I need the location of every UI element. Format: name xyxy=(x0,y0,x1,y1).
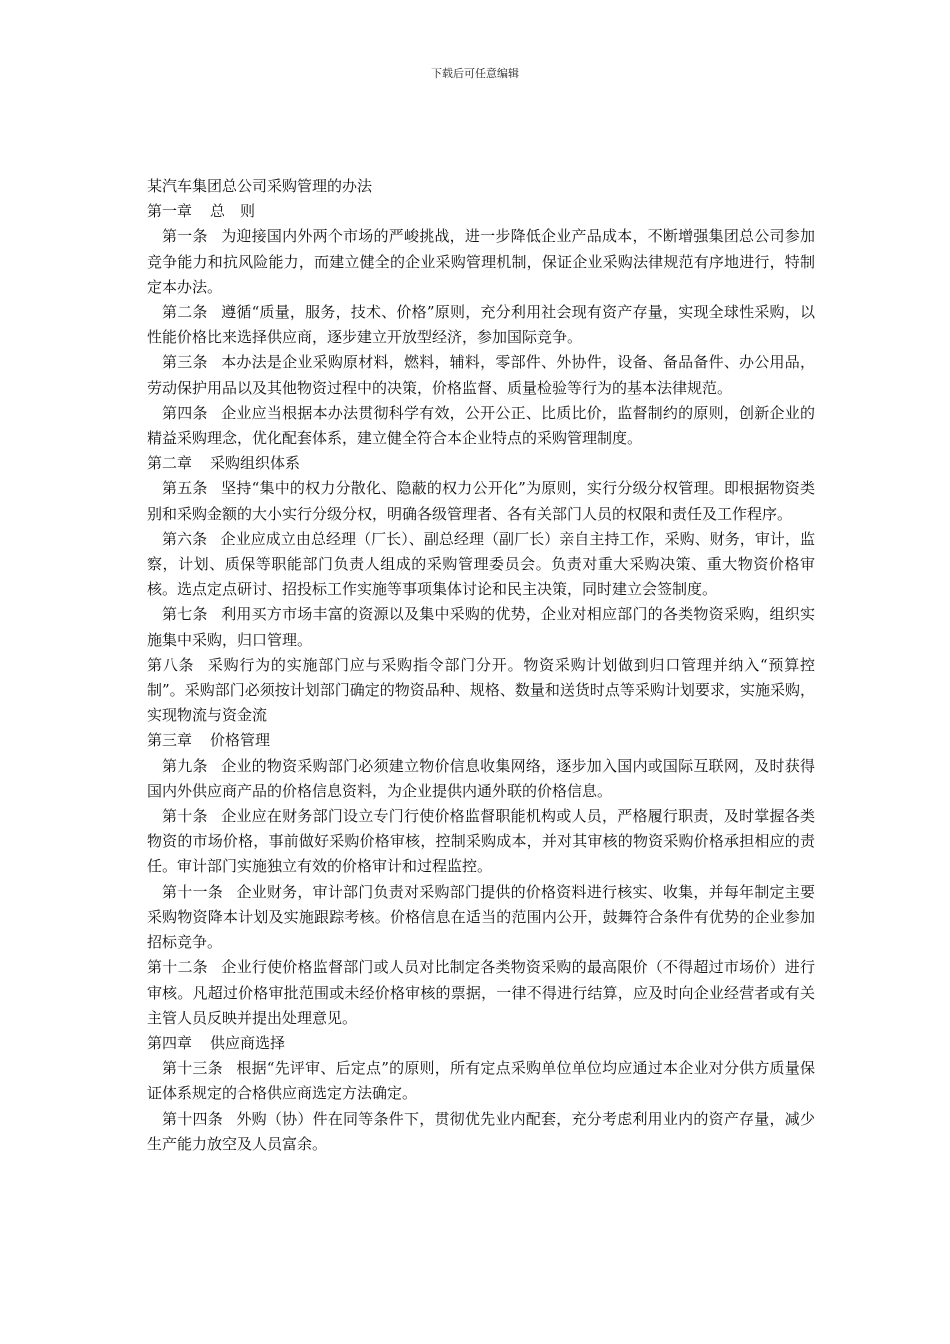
article-number: 第十三条 xyxy=(162,1059,223,1078)
article-11 xyxy=(147,880,815,956)
article-13 xyxy=(147,1056,815,1106)
article-3 xyxy=(147,350,815,400)
article-number: 第六条 xyxy=(162,529,208,548)
article-number: 第四条 xyxy=(162,403,208,422)
article-6 xyxy=(147,527,815,603)
chapter-3-heading xyxy=(147,728,815,753)
article-4 xyxy=(147,401,815,451)
article-number: 第五条 xyxy=(162,479,208,498)
article-number: 第十条 xyxy=(162,807,208,826)
article-number: 第七条 xyxy=(162,605,208,624)
article-2 xyxy=(147,300,815,350)
chapter-1-heading xyxy=(147,199,815,224)
article-5 xyxy=(147,476,815,526)
chapter-title: 总 则 xyxy=(210,202,256,221)
page-header-note: 下载后可任意编辑 xyxy=(431,67,519,80)
article-text: 利用买方市场丰富的资源以及集中采购的优势，企业对相应部门的各类物资采购，组织实施集中采购，归口管理。 xyxy=(147,605,815,649)
article-12 xyxy=(147,955,815,1031)
article-number: 第九条 xyxy=(162,756,208,775)
article-text: 采购行为的实施部门应与采购指令部门分开。物资采购计划做到归口管理并纳入“预算控制”。采购部门必须按计划部门确定的物资品种、规格、数量和送货时点等采购计划要求，实施采购，实现物流与资金流 xyxy=(147,655,815,725)
article-text: 企业应成立由总经理（厂长）、副总经理（副厂长）亲自主持工作，采购、财务，审计，监察，计划、质保等职能部门负责人组成的采购管理委员会。负责对重大采购决策、重大物资价格审核。选点定点研讨、招投标工作实施等事项集体讨论和民主决策，同时建立会签制度。 xyxy=(147,529,815,599)
article-number: 第一条 xyxy=(162,227,208,246)
article-text: 企业应在财务部门设立专门行使价格监督职能机构或人员，严格履行职责，及时掌握各类物资的市场价格，事前做好采购价格审核，控制采购成本，并对其审核的物资采购价格承担相应的责任。审计部门实施独立有效的价格审计和过程监控。 xyxy=(147,807,815,876)
chapter-4-heading xyxy=(147,1031,815,1056)
article-9 xyxy=(147,754,815,804)
article-number: 第十二条 xyxy=(147,958,208,977)
article-number: 第八条 xyxy=(147,655,195,674)
chapter-title: 价格管理 xyxy=(210,731,271,750)
article-number: 第二条 xyxy=(162,303,208,322)
article-10 xyxy=(147,804,815,880)
article-text: 企业行使价格监督部门或人员对比制定各类物资采购的最高限价（不得超过市场价）进行审核。凡超过价格审批范围或未经价格审核的票据，一律不得进行结算，应及时向企业经营者或有关主管人员反映并提出处理意见。 xyxy=(147,958,815,1027)
article-number: 第十一条 xyxy=(162,882,223,901)
chapter-number: 第四章 xyxy=(147,1033,193,1052)
article-1 xyxy=(147,224,815,300)
document-title: 某汽车集团总公司采购管理的办法 xyxy=(147,177,373,195)
article-number: 第三条 xyxy=(162,353,208,372)
article-text: 遵循“质量，服务，技术、价格”原则，充分利用社会现有资产存量，实现全球性采购，以性能价格比来选择供应商，逐步建立开放型经济，参加国际竞争。 xyxy=(147,303,815,347)
chapter-number: 第二章 xyxy=(147,454,193,473)
article-text: 企业财务，审计部门负责对采购部门提供的价格资料进行核实、收集，并每年制定主要采购物资降本计划及实施跟踪考核。价格信息在适当的范围内公开，鼓舞符合条件有优势的企业参加招标竞争。 xyxy=(147,882,815,952)
article-text: 本办法是企业采购原材料，燃料，辅料，零部件、外协件，设备、备品备件、办公用品，劳动保护用品以及其他物资过程中的决策，价格监督、质量检验等行为的基本法律规范。 xyxy=(147,353,815,397)
document-body xyxy=(147,174,815,1157)
article-8 xyxy=(147,653,815,729)
article-text: 坚持“集中的权力分散化、隐蔽的权力公开化”为原则，实行分级分权管理。即根据物资类别和采购金额的大小实行分级分权，明确各级管理者、各有关部门人员的权限和责任及工作程序。 xyxy=(147,479,815,523)
chapter-number: 第一章 xyxy=(147,202,193,221)
chapter-2-heading xyxy=(147,451,815,476)
article-text: 企业应当根据本办法贯彻科学有效，公开公正、比质比价，监督制约的原则，创新企业的精益采购理念，优化配套体系，建立健全符合本企业特点的采购管理制度。 xyxy=(147,403,815,448)
article-text: 根据“先评审、后定点”的原则，所有定点采购单位单位均应通过本企业对分供方质量保证体系规定的合格供应商选定方法确定。 xyxy=(147,1059,815,1103)
article-text: 为迎接国内外两个市场的严峻挑战，进一步降低企业产品成本，不断增强集团总公司参加竞争能力和抗风险能力，而建立健全的企业采购管理机制，保证企业采购法律规范有序地进行，特制定本办法。 xyxy=(147,227,815,296)
article-text: 外购（协）件在同等条件下，贯彻优先业内配套，充分考虑利用业内的资产存量，减少生产能力放空及人员富余。 xyxy=(147,1109,815,1153)
article-7 xyxy=(147,602,815,652)
chapter-title: 采购组织体系 xyxy=(210,454,301,473)
chapter-number: 第三章 xyxy=(147,731,193,750)
article-number: 第十四条 xyxy=(162,1109,223,1128)
article-text: 企业的物资采购部门必须建立物价信息收集网络，逐步加入国内或国际互联网，及时获得国内外供应商产品的价格信息资料，为企业提供内通外联的价格信息。 xyxy=(147,756,815,800)
article-14 xyxy=(147,1107,815,1157)
chapter-title: 供应商选择 xyxy=(210,1033,286,1052)
